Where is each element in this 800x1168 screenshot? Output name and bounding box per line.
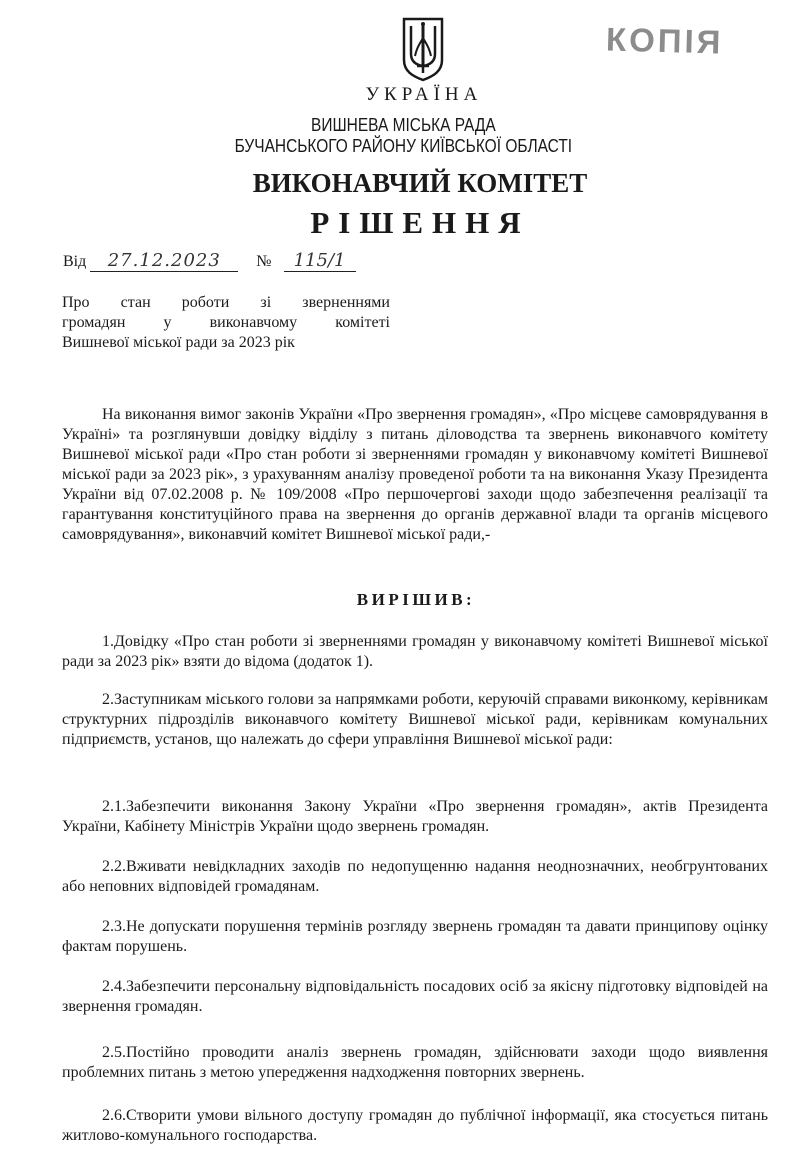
item-2-3: 2.3.Не допускати порушення термінів розгляду звернень громадян та давати принципову оцінку фактам порушень. bbox=[62, 918, 768, 955]
document-type-title: РІШЕННЯ bbox=[310, 205, 530, 240]
trident-emblem-icon bbox=[401, 16, 445, 82]
item-1: 1.Довідку «Про стан роботи зі зверненнями громадян у виконавчому комітеті Вишневої міської ради за 2023 рік» взяти до відома (додаток 1). bbox=[62, 633, 768, 670]
item-2-6: 2.6.Створити умови вільного доступу громадян до публічної інформації, яка стосується питань житлово-комунального господарства. bbox=[62, 1107, 768, 1144]
resolved-heading: ВИРІШИВ: bbox=[356, 590, 476, 609]
item-2-4: 2.4.Забезпечити персональну відповідальність посадових осіб за якісну підготовку відповідей на звернення громадян. bbox=[62, 978, 768, 1015]
council-region: БУЧАНСЬКОГО РАЙОНУ КИЇВСЬКОЇ ОБЛАСТІ bbox=[234, 136, 573, 156]
item-2-2: 2.2.Вживати невідкладних заходів по недопущенню надання неоднозначних, необгрунтованих або неповних відповідей громадянам. bbox=[62, 858, 768, 895]
subject-line: громадян у виконавчому комітеті bbox=[62, 314, 390, 331]
copy-stamp: КОПІЯ bbox=[605, 20, 724, 61]
preamble-paragraph: На виконання вимог законів України «Про звернення громадян», «Про місцеве самоврядування в Україні» та розглянувши довідку відділу з питань діловодства та звернень виконавчого комітету Вишневої міської ради «Про стан роботи зі зверненнями громадян у виконавчому комітеті Вишневої міської ради за 2023 рік», з урахуванням аналізу проведеної роботи та на виконання Указу Президента України від 07.02.2008 р. № 109/2008 «Про першочергові заходи щодо забезпечення реалізації та гарантування конституційного права на звернення до органів державної влади та органів місцевого самоврядування», виконавчий комітет Вишневої міської ради,- bbox=[62, 406, 768, 543]
date-label: Від bbox=[63, 253, 87, 270]
item-2: 2.Заступникам міського голови за напрямками роботи, керуючій справами виконкому, керівникам структурних підрозділів виконавчого комітету Вишневої міської ради, керівникам комунальних підприємств, установ, що належать до сфери управління Вишневої міської ради: bbox=[62, 691, 768, 748]
committee-title: ВИКОНАВЧИЙ КОМІТЕТ bbox=[252, 168, 588, 198]
decision-subject bbox=[62, 293, 390, 353]
subject-line: Про стан роботи зі зверненнями bbox=[62, 294, 390, 311]
date-number-line bbox=[63, 251, 356, 272]
number-label: № bbox=[256, 253, 272, 270]
country-title: УКРАЇНА bbox=[365, 84, 483, 105]
item-2-1: 2.1.Забезпечити виконання Закону України «Про звернення громадян», актів Президента України, Кабінету Міністрів України щодо звернень громадян. bbox=[62, 798, 768, 835]
council-name: ВИШНЕВА МІСЬКА РАДА bbox=[311, 115, 496, 135]
decision-date: 27.12.2023 bbox=[90, 251, 238, 272]
decision-number: 115/1 bbox=[284, 251, 356, 272]
item-2-5: 2.5.Постійно проводити аналіз звернень громадян, здійснювати заходи щодо виявлення проблемних питань з метою упередження надходження повторних звернень. bbox=[62, 1044, 768, 1081]
subject-line: Вишневої міської ради за 2023 рік bbox=[62, 334, 295, 351]
